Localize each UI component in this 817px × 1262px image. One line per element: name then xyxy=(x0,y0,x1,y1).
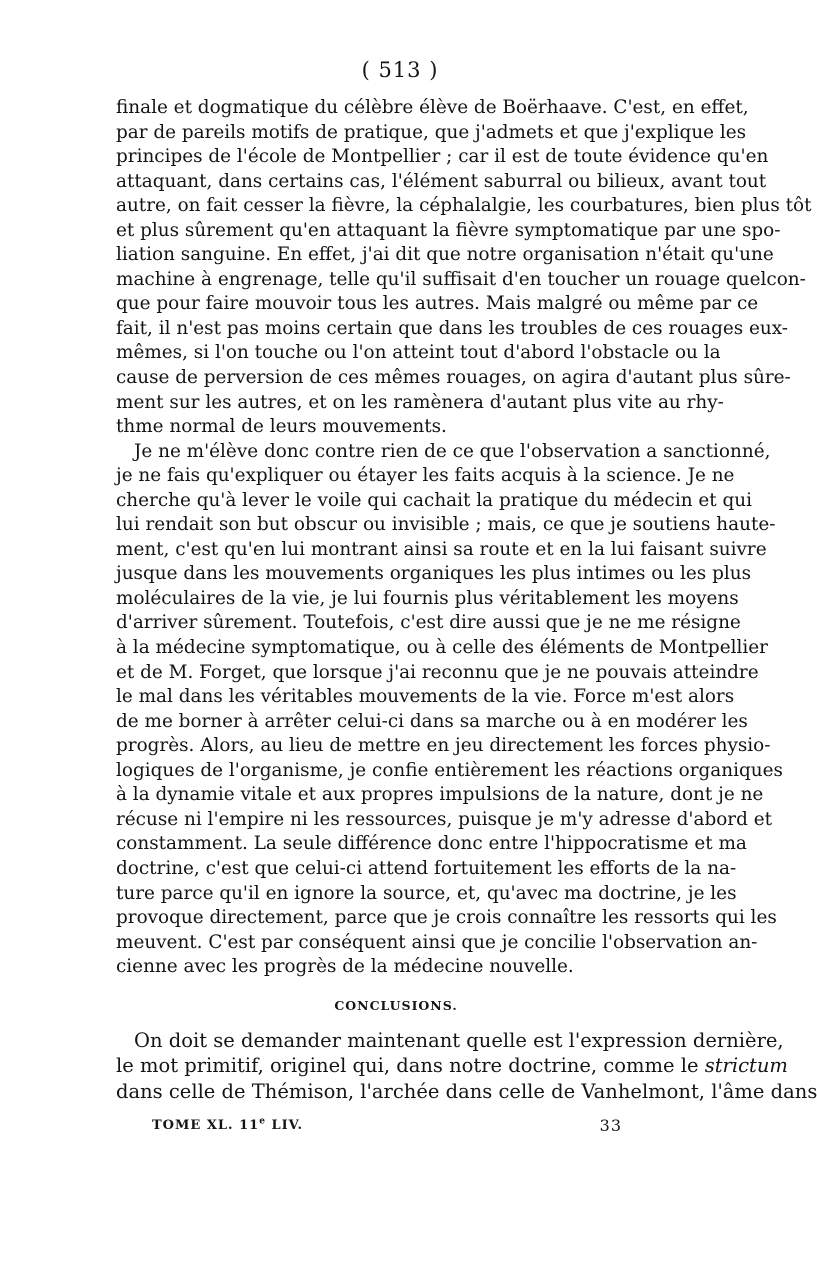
text-line: ment sur les autres, et on les ramènera d'autant plus vite au rhy- xyxy=(116,391,724,413)
text-line: le mal dans les véritables mouvements de la vie. Force m'est alors xyxy=(116,686,735,708)
text-line: ment, c'est qu'en lui montrant ainsi sa route et en la lui faisant suivre xyxy=(116,538,767,560)
text-line: cause de perversion de ces mêmes rouages, on agira d'autant plus sûre- xyxy=(116,367,791,389)
text-line: principes de l'école de Montpellier ; car il est de toute évidence qu'en xyxy=(116,146,769,168)
text-line: cherche qu'à lever le voile qui cachait la pratique du médecin et qui xyxy=(116,489,753,511)
text-line: On doit se demander maintenant quelle est l'expression dernière, xyxy=(134,1028,784,1052)
text-line: par de pareils motifs de pratique, que j'admets et que j'explique les xyxy=(116,121,747,143)
text-line: thme normal de leurs mouvements. xyxy=(116,416,447,438)
text-line xyxy=(116,1053,788,1079)
section-heading: CONCLUSIONS. xyxy=(334,997,458,1013)
text-line: attaquant, dans certains cas, l'élément saburral ou bilieux, avant tout xyxy=(116,170,767,192)
text-line: logiques de l'organisme, je confie entièrement les réactions organiques xyxy=(116,759,783,781)
text-line: et de M. Forget, que lorsque j'ai reconnu que je ne pouvais atteindre xyxy=(116,661,759,683)
text-line: mêmes, si l'on touche ou l'on atteint tout d'abord l'obstacle ou la xyxy=(116,342,721,364)
signature-superscript: e xyxy=(259,1116,266,1127)
text-line: de me borner à arrêter celui-ci dans sa marche ou à en modérer les xyxy=(116,710,748,732)
italic-term: strictum xyxy=(704,1054,788,1078)
signature-mark xyxy=(152,1118,303,1133)
text-line: autre, on fait cesser la fièvre, la céphalalgie, les courbatures, bien plus tôt xyxy=(116,195,812,217)
page-number: ( 513 ) xyxy=(361,58,439,82)
text-line: fait, il n'est pas moins certain que dans les troubles de ces rouages eux- xyxy=(116,317,788,339)
text-line: cienne avec les progrès de la médecine nouvelle. xyxy=(116,956,574,978)
text-line: machine à engrenage, telle qu'il suffisait d'en toucher un rouage quelcon- xyxy=(116,268,806,290)
text-line: à la médecine symptomatique, ou à celle des éléments de Montpellier xyxy=(116,637,768,659)
text-line: lui rendait son but obscur ou invisible ; mais, ce que je soutiens haute- xyxy=(116,514,776,536)
text-line: ture parce qu'il en ignore la source, et, qu'avec ma doctrine, je les xyxy=(116,882,737,904)
text-line: que pour faire mouvoir tous les autres. Mais malgré ou même par ce xyxy=(116,293,759,315)
text-line: à la dynamie vitale et aux propres impulsions de la nature, dont je ne xyxy=(116,784,764,806)
text-line: et plus sûrement qu'en attaquant la fièvre symptomatique par une spo- xyxy=(116,219,781,241)
text-line: meuvent. C'est par conséquent ainsi que je concilie l'observation an- xyxy=(116,931,758,953)
text-line: constamment. La seule différence donc entre l'hippocratisme et ma xyxy=(116,833,747,855)
text-line: liation sanguine. En effet, j'ai dit que notre organisation n'était qu'une xyxy=(116,244,774,266)
paragraph-2 xyxy=(116,440,783,980)
text-line: provoque directement, parce que je crois connaître les ressorts qui les xyxy=(116,907,777,929)
text-line: moléculaires de la vie, je lui fournis plus véritablement les moyens xyxy=(116,587,739,609)
text-line: d'arriver sûrement. Toutefois, c'est dire aussi que je ne me résigne xyxy=(116,612,741,634)
text-line: Je ne m'élève donc contre rien de ce que l'observation a sanctionné, xyxy=(134,440,771,462)
text-line: jusque dans les mouvements organiques les plus intimes ou les plus xyxy=(116,563,752,585)
text-line: finale et dogmatique du célèbre élève de Boërhaave. C'est, en effet, xyxy=(116,97,749,118)
text-line: doctrine, c'est que celui-ci attend fortuitement les efforts de la na- xyxy=(116,857,737,879)
text-line: progrès. Alors, au lieu de mettre en jeu directement les forces physio- xyxy=(116,735,771,757)
text-line: récuse ni l'empire ni les ressources, puisque je m'y adresse d'abord et xyxy=(116,808,772,830)
text-line: je ne fais qu'expliquer ou étayer les faits acquis à la science. Je ne xyxy=(116,465,735,487)
paragraph-3 xyxy=(116,1028,817,1105)
text-fragment: le mot primitif, originel qui, dans notre doctrine, comme le xyxy=(116,1054,705,1078)
signature-text: TOME XL. 11 xyxy=(152,1118,260,1133)
signature-text-end: LIV. xyxy=(265,1118,304,1133)
paragraph-1 xyxy=(116,96,812,440)
text-line: dans celle de Thémison, l'archée dans celle de Vanhelmont, l'âme dans xyxy=(116,1079,817,1103)
sheet-number: 33 xyxy=(599,1116,622,1135)
body-text xyxy=(116,96,817,1104)
